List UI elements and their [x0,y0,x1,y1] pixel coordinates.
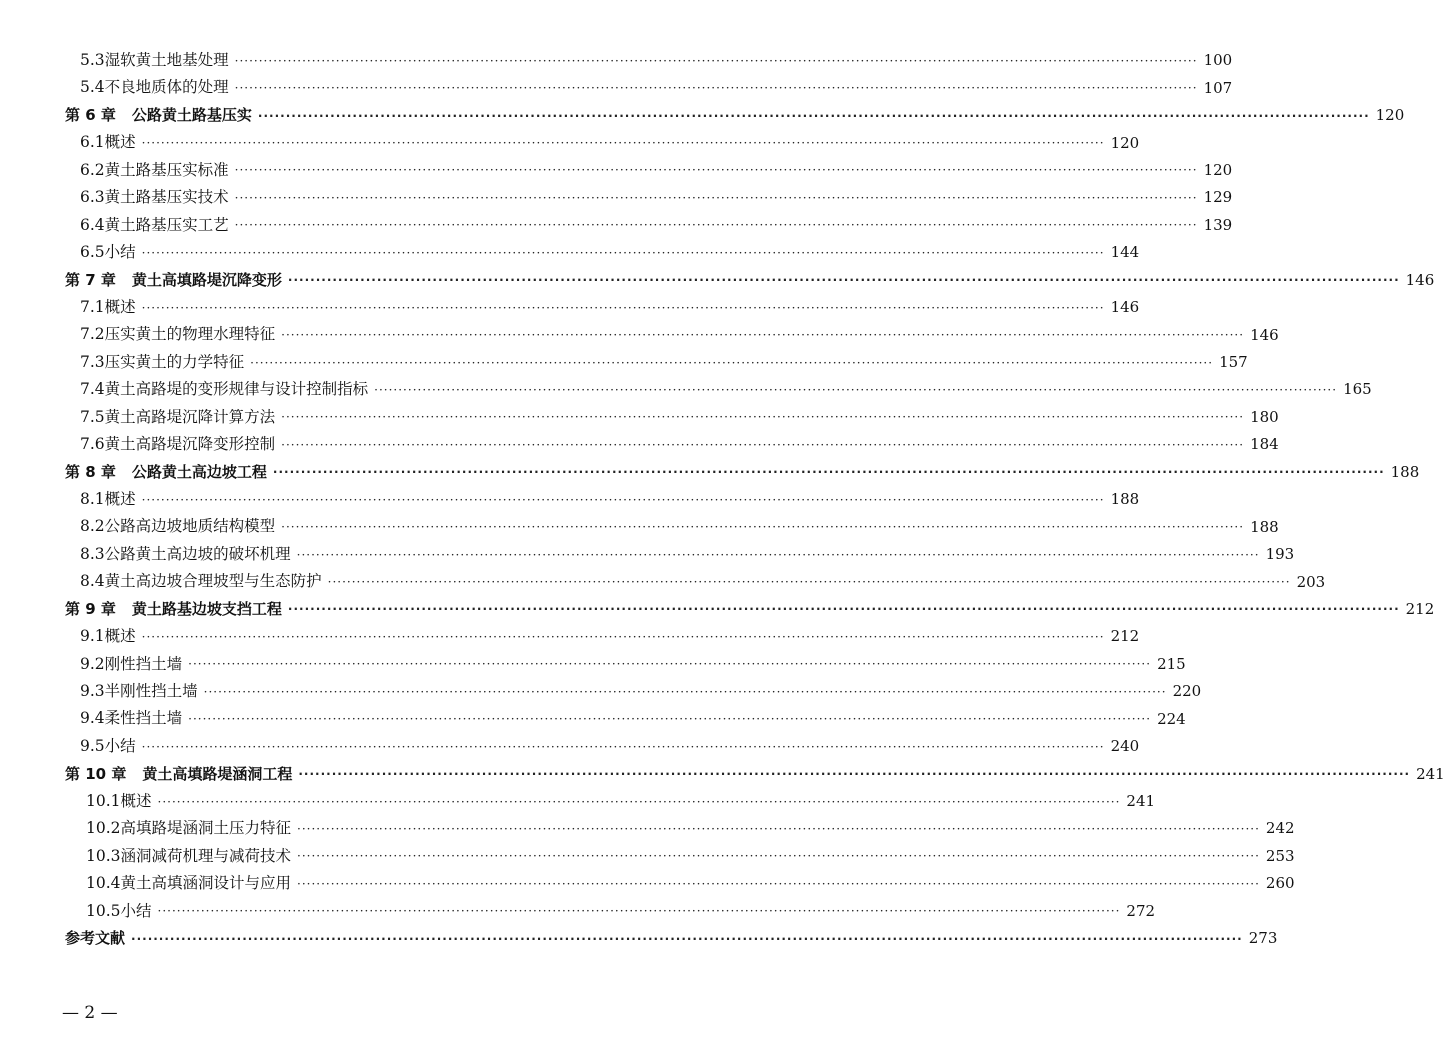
entry-title: 公路黄土高边坡的破坏机理 [104,544,291,563]
toc-section-entry [0,733,1140,760]
page-number: 146 [1110,298,1140,317]
section-number: 5.3 [80,50,105,69]
section-number: 8.4 [80,572,105,591]
toc-section-entry [0,898,1156,925]
section-number: 6.3 [80,188,105,207]
entry-title: 压实黄土的力学特征 [104,352,245,371]
entry-title: 概述 [104,297,136,316]
entry-title: 概述 [104,489,136,508]
section-number: 10.1 [86,791,121,810]
chapter-number: 第 6 章 [65,106,116,125]
dot-leader: ········································································································································································································ [157,794,1121,809]
section-number: 10.3 [86,846,121,865]
section-number: 5.4 [80,78,105,97]
entry-title: 涵洞减荷机理与减荷技术 [120,846,292,865]
page-number: 212 [1110,627,1140,646]
dot-leader: ········································································································································································································ [141,245,1105,260]
section-number: 7.6 [80,435,105,454]
toc-section-entry [0,184,1233,211]
dot-leader: ········································································································································································································ [234,190,1198,205]
toc-section-entry [0,870,1295,897]
entry-title: 柔性挡土墙 [104,709,183,728]
dot-leader: ········································································································································································································ [141,629,1105,644]
section-number: 6.4 [80,215,105,234]
page-number: 242 [1265,819,1295,838]
entry-title: 小结 [104,243,136,262]
toc-section-entry [0,788,1156,815]
entry-title: 压实黄土的物理水理特征 [104,325,276,344]
entry-title: 刚性挡土墙 [104,654,183,673]
entry-title: 公路黄土高边坡工程 [131,462,267,481]
page-number: 188 [1390,462,1420,481]
entry-title: 黄土路基压实技术 [104,188,229,207]
page-number: 139 [1203,215,1233,234]
entry-title: 参考文献 [65,929,126,948]
section-number: 9.3 [80,682,105,701]
dot-leader: ········································································································································································································ [157,904,1121,919]
toc-section-entry [0,815,1295,842]
page-number: 129 [1203,188,1233,207]
page-number-footer: — 2 — [62,1003,118,1023]
toc-section-entry [0,157,1233,184]
page-number: 273 [1248,929,1278,948]
page-number: 144 [1110,243,1140,262]
dot-leader: ········································································································································································································ [250,355,1214,370]
dot-leader: ········································································································································································································ [297,821,1260,836]
toc-section-entry [0,706,1186,733]
dot-leader: ········································································································································································································ [234,53,1198,68]
page-number: 203 [1296,572,1326,591]
dot-leader: ········································································································································································································ [203,684,1167,699]
dot-leader: ········································································································································································································ [281,437,1245,452]
dot-leader: ········································································································································································································ [374,382,1338,397]
entry-title: 半刚性挡土墙 [104,682,198,701]
page-number: 253 [1265,846,1295,865]
page-number: 224 [1157,709,1186,728]
dot-leader: ········································································································································································································ [141,300,1105,315]
toc-section-entry [0,486,1140,513]
toc-section-entry [0,678,1202,705]
entry-title: 黄土高填路堤涵洞工程 [142,764,293,783]
entry-title: 黄土高填涵洞设计与应用 [120,874,292,893]
toc-section-entry [0,129,1140,156]
dot-leader: ········································································································································································································ [272,465,1385,480]
toc-chapter-entry [0,760,1445,787]
entry-title: 高填路堤涵洞土压力特征 [120,819,292,838]
dot-leader: ········································································································································································································ [188,712,1152,727]
dot-leader: ········································································································································································································ [298,767,1411,782]
entry-title: 湿软黄土地基处理 [104,50,229,69]
dot-leader: ········································································································································································································ [287,273,1400,288]
toc-section-entry [0,431,1279,458]
toc-section-entry [0,568,1326,595]
section-number: 6.5 [80,243,105,262]
toc-section-entry [0,294,1140,321]
toc-chapter-entry [0,596,1435,623]
page-number: 157 [1219,353,1248,372]
toc-section-entry [0,239,1140,266]
section-number: 6.1 [80,133,105,152]
dot-leader: ········································································································································································································ [297,849,1260,864]
entry-title: 概述 [104,133,136,152]
entry-title: 黄土路基压实工艺 [104,215,229,234]
toc-section-entry [0,74,1233,101]
entry-title: 黄土路基边坡支挡工程 [131,599,282,618]
toc-section-entry [0,623,1140,650]
dot-leader: ········································································································································································································ [257,108,1370,123]
page-number: 146 [1405,270,1435,289]
dot-leader: ········································································································································································································ [234,218,1198,233]
entry-title: 黄土高路堤的变形规律与设计控制指标 [104,380,369,399]
page-number: 107 [1203,78,1233,97]
toc-section-entry [0,376,1372,403]
toc-section-entry [0,513,1279,540]
entry-title: 黄土高路堤沉降计算方法 [104,407,276,426]
page-number: 220 [1172,682,1202,701]
section-number: 6.2 [80,160,105,179]
page-number: 120 [1375,106,1405,125]
page-number: 193 [1265,545,1295,564]
section-number: 10.2 [86,819,121,838]
toc-chapter-entry [0,925,1278,952]
dot-leader: ········································································································································································································ [281,410,1245,425]
page-number: 241 [1126,792,1156,811]
page-number: 120 [1110,133,1140,152]
section-number: 10.5 [86,901,121,920]
dot-leader: ········································································································································································································ [141,492,1105,507]
section-number: 9.1 [80,627,105,646]
toc-section-entry [0,321,1279,348]
page-number: 188 [1250,517,1279,536]
dot-leader: ········································································································································································································ [234,81,1198,96]
chapter-number: 第 7 章 [65,270,116,289]
chapter-number: 第 8 章 [65,462,116,481]
page-number: 146 [1250,325,1279,344]
page-number: 215 [1157,654,1186,673]
section-number: 10.4 [86,874,121,893]
dot-leader: ········································································································································································································ [287,602,1400,617]
section-number: 9.5 [80,736,105,755]
toc-section-entry [0,541,1295,568]
toc-chapter-entry [0,459,1420,486]
page-number: 260 [1265,874,1295,893]
entry-title: 小结 [120,901,152,920]
entry-title: 概述 [104,627,136,646]
toc-chapter-entry [0,102,1405,129]
entry-title: 黄土高路堤沉降变形控制 [104,435,276,454]
toc-section-entry [0,47,1233,74]
section-number: 7.1 [80,297,105,316]
section-number: 8.3 [80,544,105,563]
page-number: 165 [1343,380,1372,399]
toc-section-entry [0,843,1295,870]
toc-chapter-entry [0,267,1435,294]
dot-leader: ········································································································································································································ [131,931,1243,946]
page-number: 188 [1110,490,1140,509]
entry-title: 小结 [104,736,136,755]
toc-section-entry [0,212,1233,239]
page-number: 212 [1405,599,1435,618]
table-of-contents [0,47,1445,952]
page-number: 241 [1416,764,1445,783]
entry-title: 公路高边坡地质结构模型 [104,517,276,536]
dot-leader: ········································································································································································································ [141,136,1105,151]
dot-leader: ········································································································································································································ [188,657,1152,672]
toc-section-entry [0,404,1279,431]
entry-title: 黄土高边坡合理坡型与生态防护 [104,572,322,591]
chapter-number: 第 10 章 [65,764,127,783]
dot-leader: ········································································································································································································ [281,328,1245,343]
page-number: 184 [1250,435,1279,454]
dot-leader: ········································································································································································································ [281,520,1245,535]
page-number: 120 [1203,160,1233,179]
entry-title: 公路黄土路基压实 [131,106,252,125]
entry-title: 黄土路基压实标准 [104,160,229,179]
dot-leader: ········································································································································································································ [141,739,1105,754]
dot-leader: ········································································································································································································ [234,163,1198,178]
section-number: 9.4 [80,709,105,728]
section-number: 9.2 [80,654,105,673]
page-number: 240 [1110,737,1140,756]
entry-title: 概述 [120,791,152,810]
toc-section-entry [0,651,1186,678]
section-number: 8.1 [80,489,105,508]
dot-leader: ········································································································································································································ [297,876,1260,891]
section-number: 7.3 [80,352,105,371]
toc-section-entry [0,349,1248,376]
dot-leader: ········································································································································································································ [327,575,1291,590]
entry-title: 不良地质体的处理 [104,78,229,97]
section-number: 7.2 [80,325,105,344]
page-number: 272 [1126,901,1156,920]
chapter-number: 第 9 章 [65,599,116,618]
section-number: 7.5 [80,407,105,426]
page-number: 180 [1250,407,1279,426]
section-number: 8.2 [80,517,105,536]
page-number: 100 [1203,51,1233,70]
section-number: 7.4 [80,380,105,399]
entry-title: 黄土高填路堤沉降变形 [131,270,282,289]
dot-leader: ········································································································································································································ [296,547,1260,562]
